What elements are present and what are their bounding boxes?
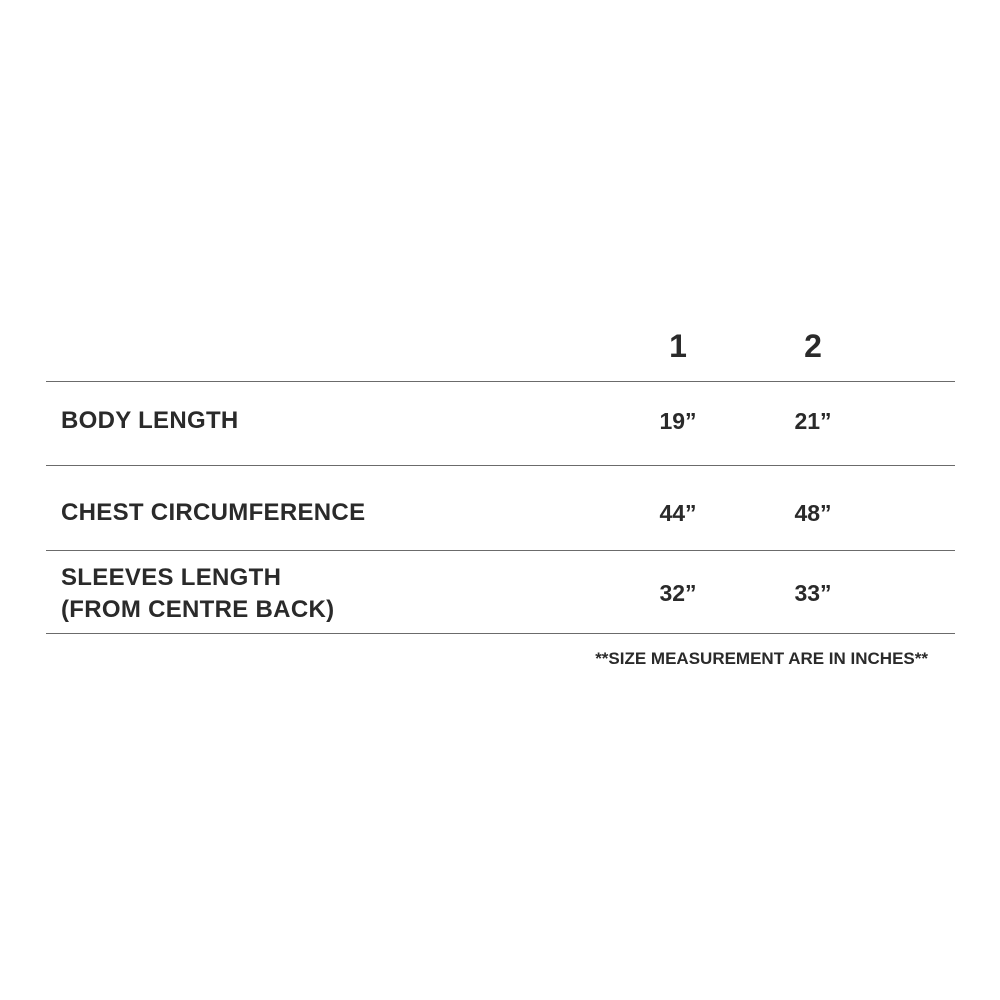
row-value-sleeves-size-2: 33” [794,580,832,606]
row-value-chest-size-1: 44” [659,500,697,526]
measurement-note: **SIZE MEASUREMENT ARE IN INCHES** [595,649,928,668]
row-label-sleeves-length-subtitle: (FROM CENTRE BACK) [61,596,335,623]
divider-line [46,550,955,551]
row-label-chest-circumference: CHEST CIRCUMFERENCE [61,499,366,526]
row-label-sleeves-length: SLEEVES LENGTH [61,564,282,591]
size-column-header-1: 1 [669,328,687,364]
divider-line [46,465,955,466]
divider-line [46,633,955,634]
size-column-header-2: 2 [804,328,822,364]
divider-line [46,381,955,382]
row-label-body-length: BODY LENGTH [61,407,239,434]
row-value-chest-size-2: 48” [794,500,832,526]
row-value-sleeves-size-1: 32” [659,580,697,606]
row-value-body-length-size-1: 19” [659,408,697,434]
row-value-body-length-size-2: 21” [794,408,832,434]
